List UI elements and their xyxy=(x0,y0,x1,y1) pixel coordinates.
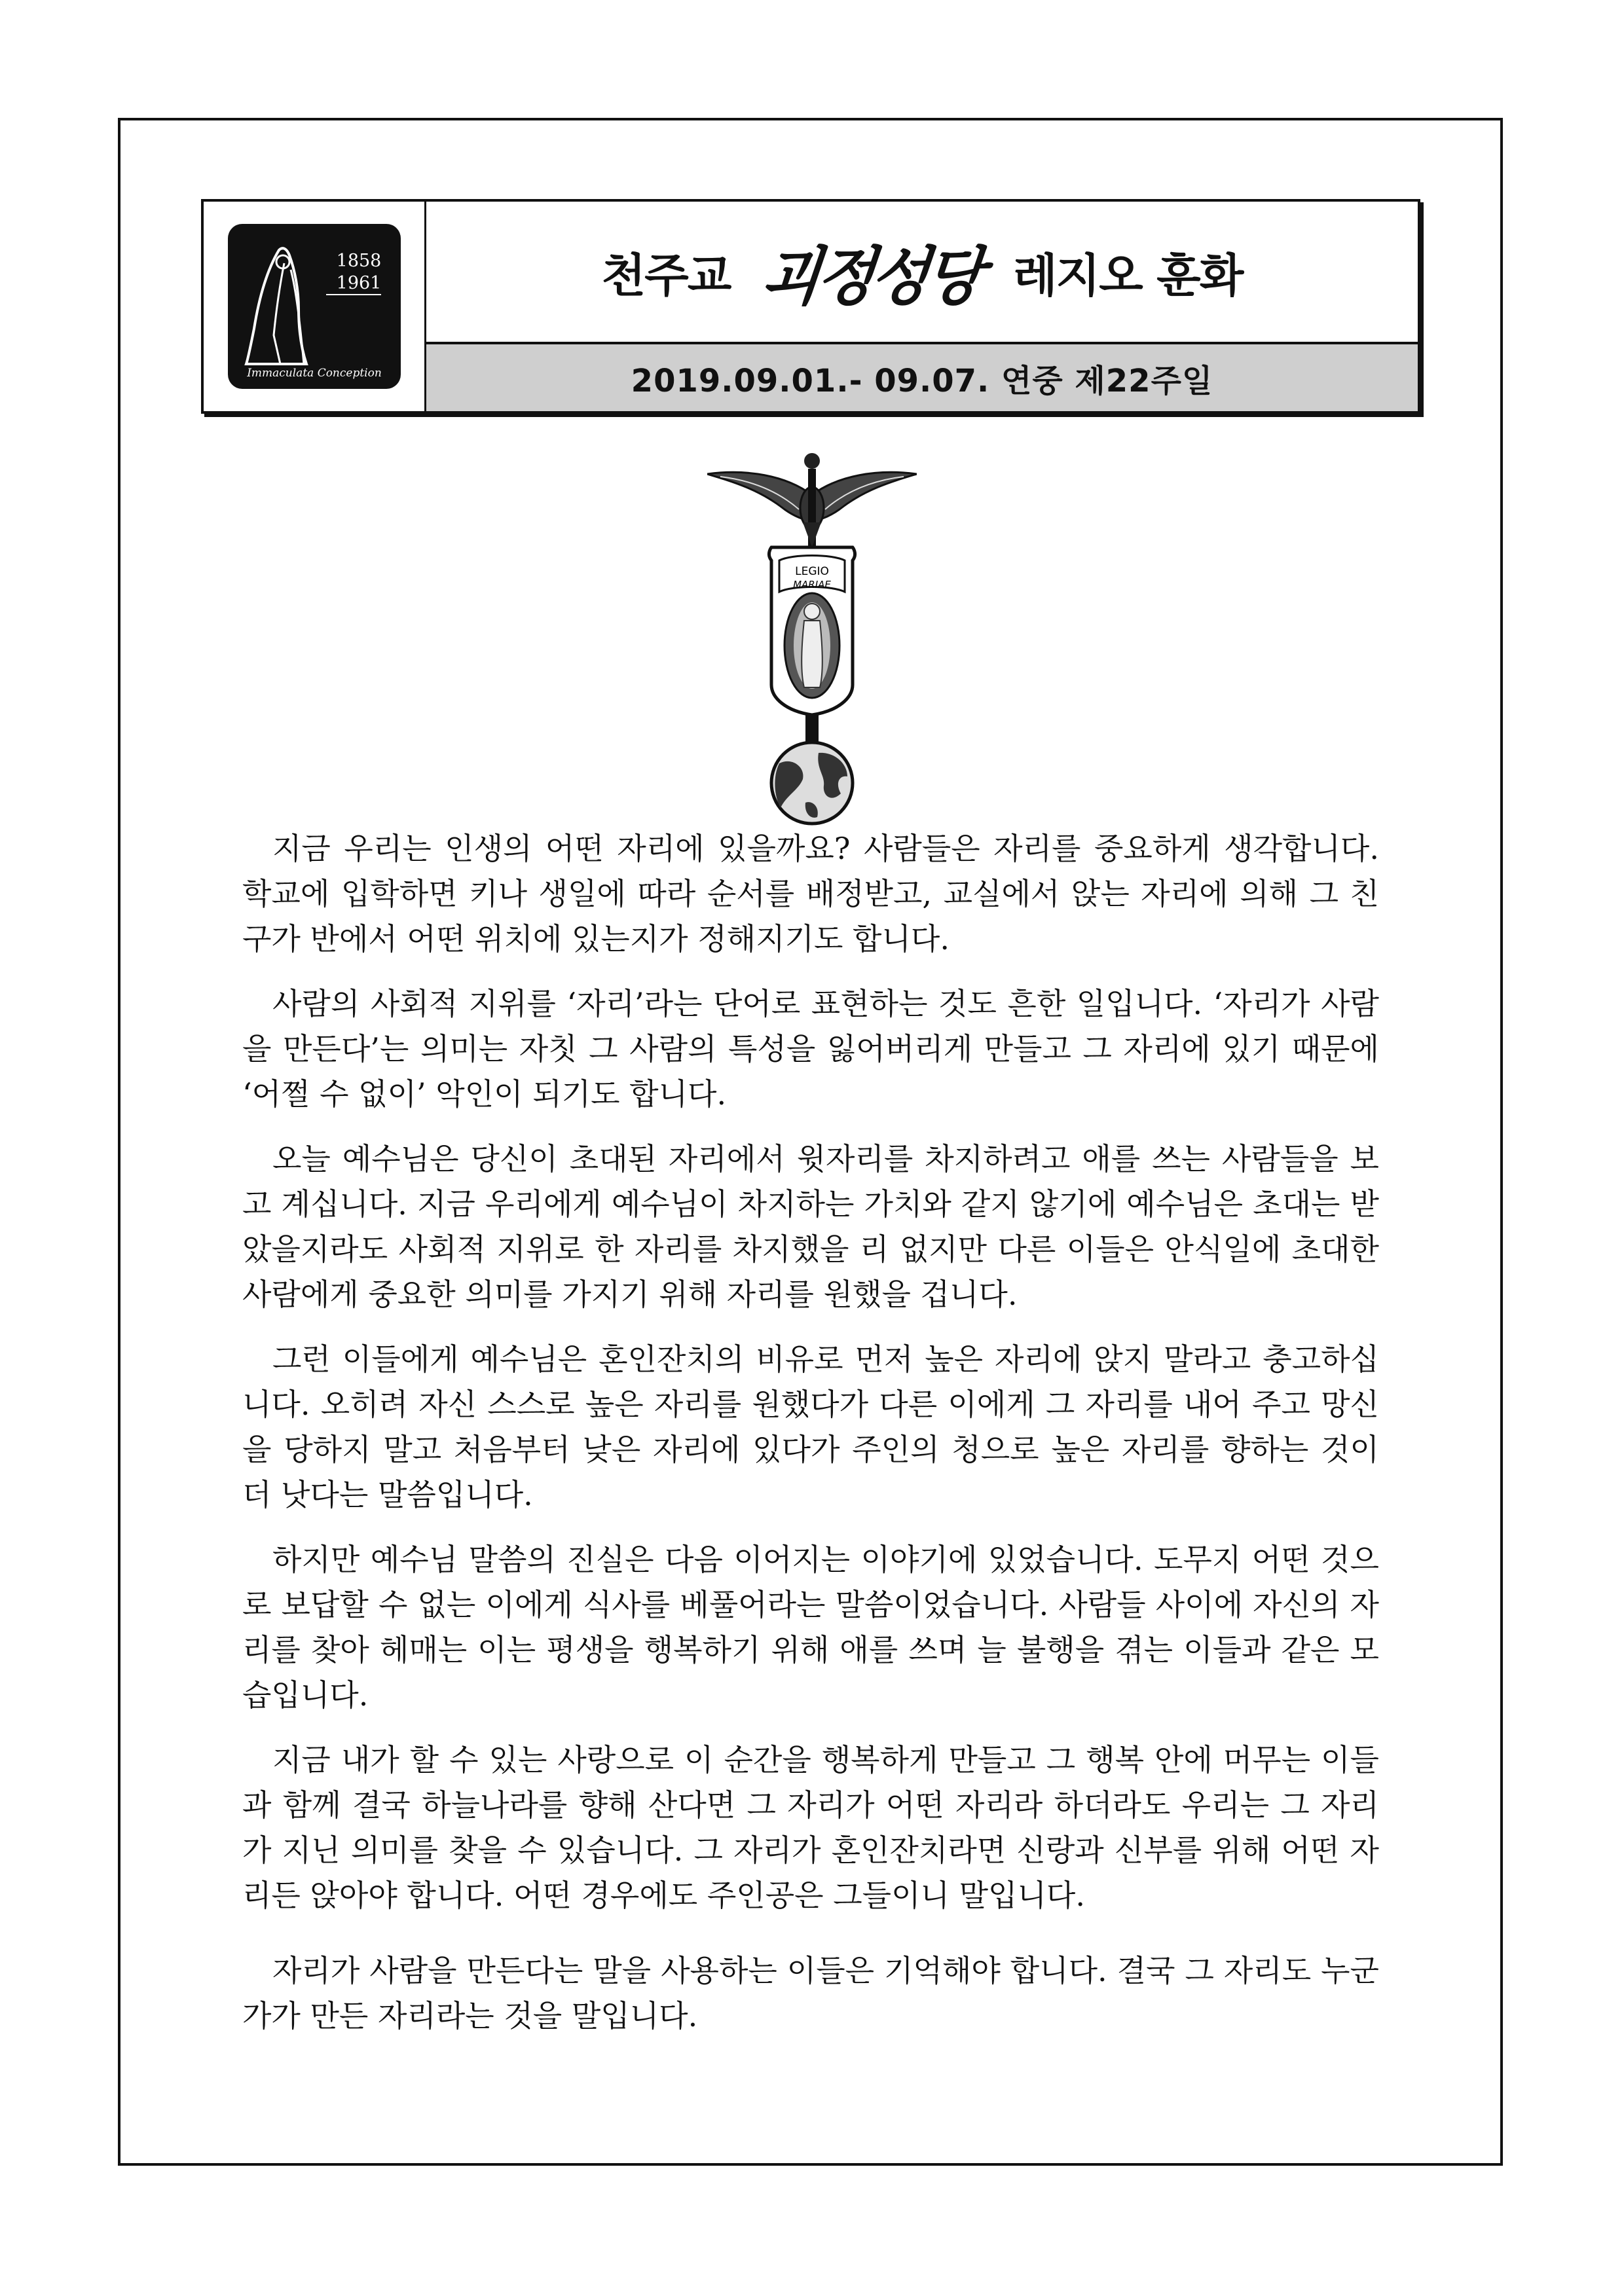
paragraph-1: 지금 우리는 인생의 어떤 자리에 있을까요? 사람들은 자리를 중요하게 생각합니다. 학교에 입학하면 키나 생일에 따라 순서를 배정받고, 교실에서 앉는 자리에 의해 그 친구가 반에서 어떤 위치에 있는지가 정해지기도 합니다. xyxy=(242,831,1379,957)
paragraph-2: 사람의 사회적 지위를 ‘자리’라는 단어로 표현하는 것도 흔한 일입니다. ‘자리가 사람을 만든다’는 의미는 자칫 그 사람의 특성을 잃어버리게 만들고 그 자리에 있기 때문에 ‘어쩔 수 없이’ 악인이 되기도 합니다. xyxy=(242,986,1379,1112)
logo-cell xyxy=(204,202,426,411)
parish-logo xyxy=(228,224,401,389)
parish-name-calligraphy: 괴정성당 xyxy=(758,239,984,314)
title-left: 천주교 xyxy=(601,248,731,302)
legio-mariae-vexillum-icon xyxy=(707,449,917,826)
logo-year-end: 1961 xyxy=(336,273,382,293)
title-cell xyxy=(426,202,1418,342)
madonna-silhouette-icon xyxy=(228,224,401,389)
date-line: 2019.09.01.- 09.07. 연중 제22주일 xyxy=(631,362,1213,399)
header-box xyxy=(201,199,1420,414)
date-cell xyxy=(426,342,1418,411)
emblem-label-mariae: MARIAE xyxy=(793,579,831,591)
logo-year-start: 1858 xyxy=(336,251,382,271)
emblem-label-legio: LEGIO xyxy=(795,565,829,578)
logo-years xyxy=(326,250,392,295)
paragraph-5: 하지만 예수님 말씀의 진실은 다음 이어지는 이야기에 있었습니다. 도무지 어떤 것으로 보답할 수 없는 이에게 식사를 베풀어라는 말씀이었습니다. 사람들 사이에 자신의 자리를 찾아 헤매는 이는 평생을 행복하기 위해 애를 쓰며 늘 불행을 겪는 이들과 같은 모습입니다. xyxy=(242,1542,1379,1713)
paragraph-7: 자리가 사람을 만든다는 말을 사용하는 이들은 기억해야 합니다. 결국 그 자리도 누군가가 만든 자리라는 것을 말입니다. xyxy=(242,1953,1379,2033)
paragraph-6: 지금 내가 할 수 있는 사랑으로 이 순간을 행복하게 만들고 그 행복 안에 머무는 이들과 함께 결국 하늘나라를 향해 산다면 그 자리가 어떤 자리라 하더라도 우리는 그 자리가 지닌 의미를 찾을 수 있습니다. 그 자리가 혼인잔치라면 신랑과 신부를 위해 어떤 자리든 앉아야 합니다. 어떤 경우에도 주인공은 그들이니 말입니다. xyxy=(242,1742,1379,1913)
logo-caption: Immaculata Conception xyxy=(247,367,382,380)
paragraph-4: 그런 이들에게 예수님은 혼인잔치의 비유로 먼저 높은 자리에 앉지 말라고 충고하십니다. 오히려 자신 스스로 높은 자리를 원했다가 다른 이에게 그 자리를 내어 주고 망신을 당하지 말고 처음부터 낮은 자리에 있다가 주인의 청으로 높은 자리를 향하는 것이 더 낫다는 말씀입니다. xyxy=(242,1341,1379,1512)
sermon-body xyxy=(242,826,1379,2058)
legio-mariae-emblem xyxy=(707,449,917,826)
paragraph-3: 오늘 예수님은 당신이 초대된 자리에서 윗자리를 차지하려고 애를 쓰는 사람들을 보고 계십니다. 지금 우리에게 예수님이 차지하는 가치와 같지 않기에 예수님은 초대는 받았을지라도 사회적 지위로 한 자리를 차지했을 리 없지만 다른 이들은 안식일에 초대한 사람에게 중요한 의미를 가지기 위해 자리를 원했을 겁니다. xyxy=(242,1141,1379,1312)
title-right: 레지오 훈화 xyxy=(1012,248,1243,302)
